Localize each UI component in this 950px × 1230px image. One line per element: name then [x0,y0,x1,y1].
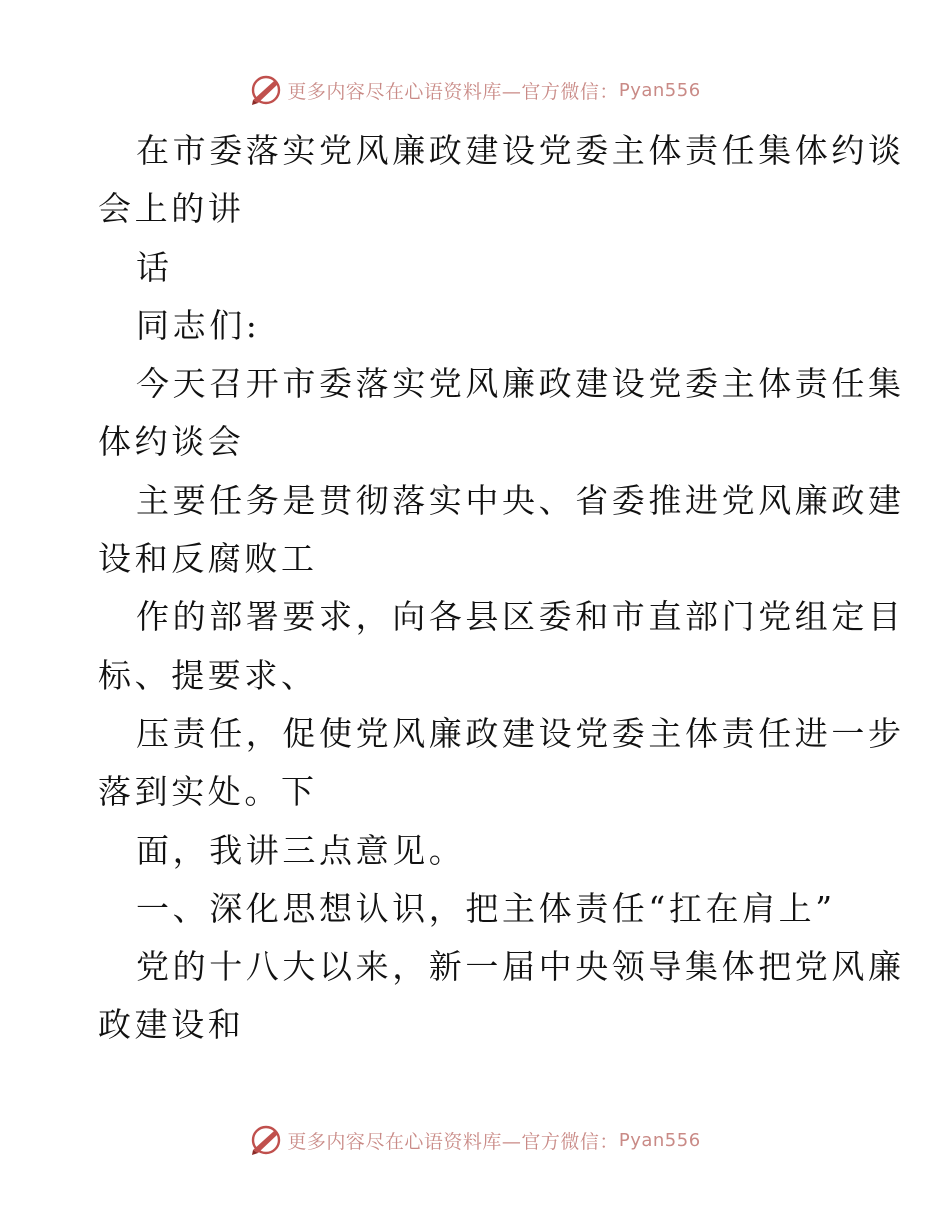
watermark-text: 更多内容尽在心语资料库—官方微信： [287,80,619,103]
paragraph-line: 今天召开市委落实党风廉政建设党委主体责任集 [136,364,905,404]
watermark-footer [0,1120,950,1160]
document-body [98,122,905,1055]
watermark-header [0,70,950,110]
watermark-wechat-id: Pyan556 [618,1129,701,1151]
paragraph-line: 设和反腐败工 [98,539,318,579]
paragraph-line: 作的部署要求，向各县区委和市直部门党组定目 [136,597,905,637]
paragraph-line: 压责任，促使党风廉政建设党委主体责任进一步 [136,713,905,753]
title-line-3: 话 [136,247,173,287]
title-line-2: 会上的讲 [98,189,245,229]
watermark-wechat-id: Pyan556 [618,79,701,101]
paragraph-line: 落到实处。下 [98,772,318,812]
pen-logo-icon [249,1123,283,1157]
paragraph-line: 政建设和 [98,1005,245,1045]
paragraph-line: 党的十八大以来，新一届中央领导集体把党风廉 [136,947,905,987]
title-line-1: 在市委落实党风廉政建设党委主体责任集体约谈 [136,131,905,170]
paragraph-line: 体约谈会 [98,422,245,462]
paragraph-line: 标、提要求、 [98,655,318,695]
pen-logo-icon [249,73,283,107]
paragraph-line: 面，我讲三点意见。 [136,830,466,870]
paragraph-line: 主要任务是贯彻落实中央、省委推进党风廉政建 [136,480,905,520]
salutation: 同志们: [136,305,261,345]
section-heading-1: 一、深化思想认识，把主体责任“扛在肩上” [136,888,836,928]
watermark-text: 更多内容尽在心语资料库—官方微信： [287,1130,619,1153]
